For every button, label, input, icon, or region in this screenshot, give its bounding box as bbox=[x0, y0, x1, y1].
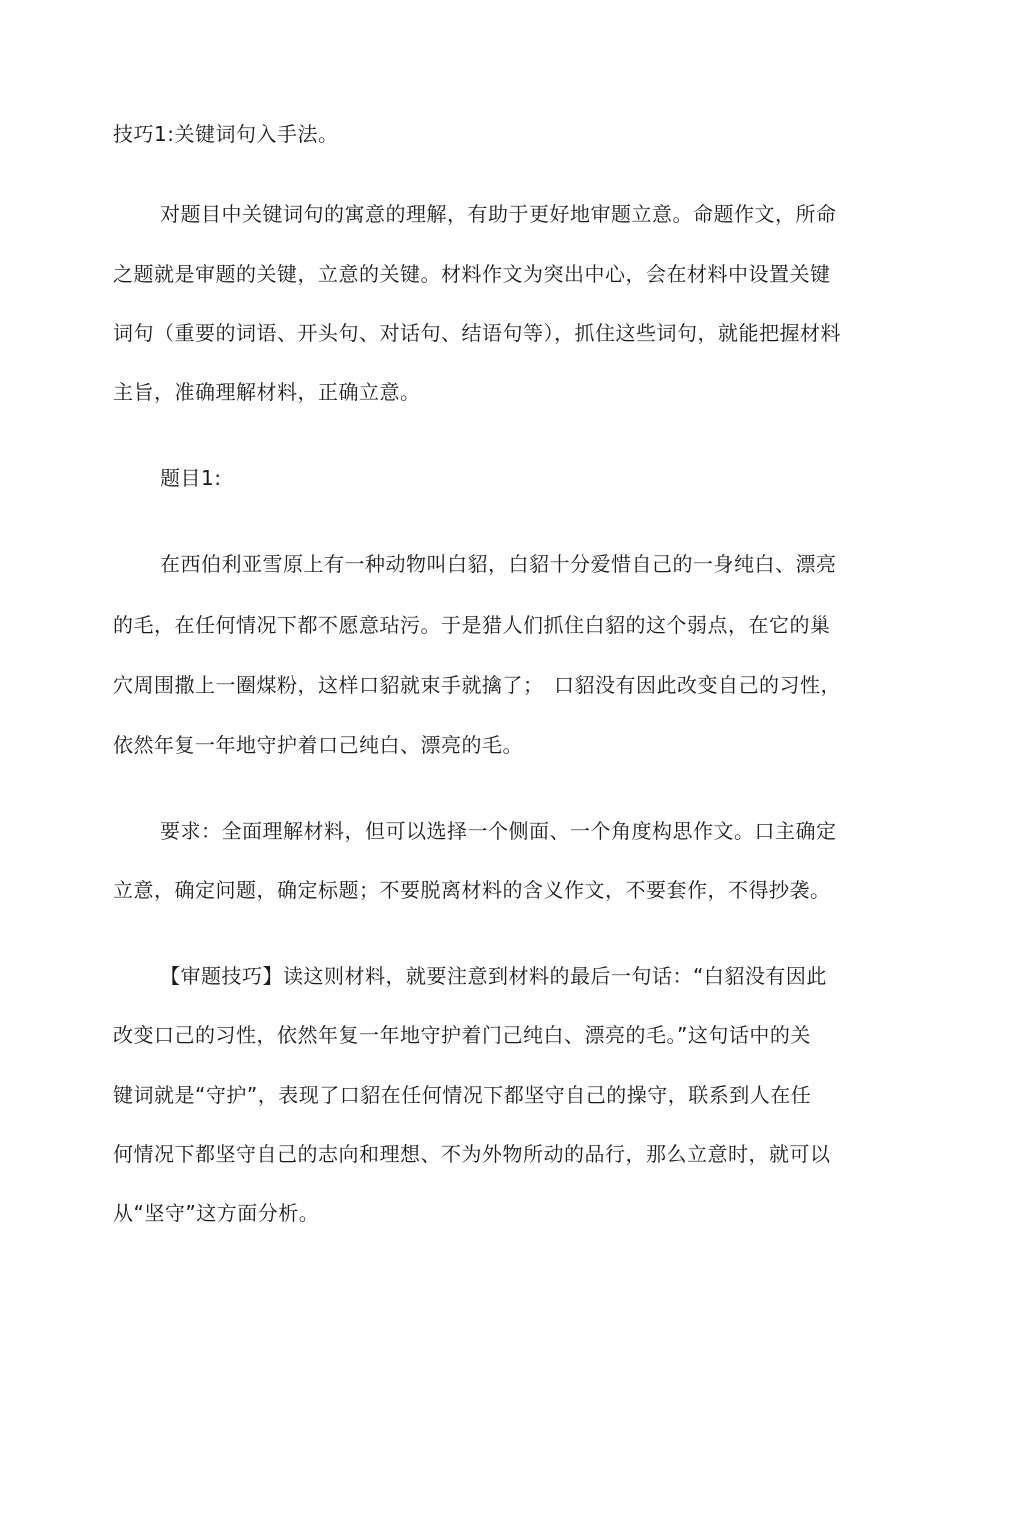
paragraph-line: 之题就是审题的关键，立意的关键。材料作文为突出中心，会在材料中设置关键 bbox=[113, 262, 831, 286]
paragraph-line: 词句（重要的词语、开头句、对话句、结语句等），抓住这些词句，就能把握材料 bbox=[113, 321, 841, 345]
paragraph-line: 立意，确定问题，确定标题；不要脱离材料的含义作文，不要套作，不得抄袭。 bbox=[113, 878, 831, 902]
paragraph-line: 的毛，在任何情况下都不愿意玷污。于是猎人们抓住白貂的这个弱点，在它的巢 bbox=[113, 613, 831, 637]
paragraph-line: 主旨，准确理解材料，正确立意。 bbox=[113, 380, 421, 404]
paragraph-line: 键词就是“守护”，表现了口貂在任何情况下都坚守自己的操守，联系到人在任 bbox=[113, 1083, 812, 1107]
paragraph-line: 何情况下都坚守自己的志向和理想、不为外物所动的品行，那么立意时，就可以 bbox=[113, 1142, 831, 1166]
paragraph-line: 改变口己的习性，依然年复一年地守护着门己纯白、漂亮的毛。”这句话中的关 bbox=[113, 1023, 811, 1047]
paragraph-line: 在西伯利亚雪原上有一种动物叫白貂，白貂十分爱惜自己的一身纯白、漂亮 bbox=[160, 552, 837, 576]
section-heading: 技巧1:关键词句入手法。 bbox=[113, 122, 339, 146]
paragraph-line: 【审题技巧】读这则材料，就要注意到材料的最后一句话：“白貂没有因此 bbox=[160, 964, 827, 988]
paragraph-line: 穴周围撒上一圈煤粉，这样口貂就束手就擒了； 口貂没有因此改变自己的习性， bbox=[113, 673, 841, 697]
paragraph-line: 从“坚守”这方面分析。 bbox=[113, 1201, 320, 1225]
paragraph-line: 对题目中关键词句的寓意的理解，有助于更好地审题立意。命题作文，所命 bbox=[160, 202, 837, 226]
topic-label: 题目1: bbox=[160, 466, 222, 490]
paragraph-line: 依然年复一年地守护着口己纯白、漂亮的毛。 bbox=[113, 733, 523, 757]
paragraph-line: 要求：全面理解材料，但可以选择一个侧面、一个角度构思作文。口主确定 bbox=[160, 819, 837, 843]
